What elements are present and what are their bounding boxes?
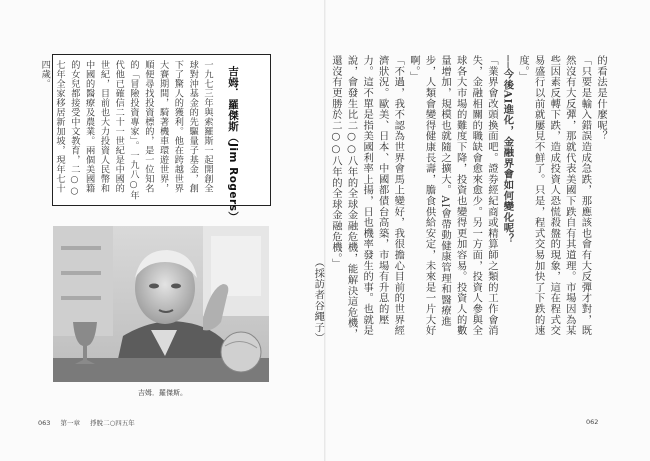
left-page-number: 063 — [38, 419, 51, 427]
portrait-illustration — [53, 226, 269, 382]
chapter-label: 第一章 — [60, 419, 80, 427]
right-page-number: 062 — [586, 418, 599, 426]
portrait-photo — [53, 226, 269, 382]
paragraph: 「業界會改頭換面吧。證券經紀商或精算師之類的工作會消失，金融相關的職缺會愈來愈少。另一方面，投資人參與全球各大市場的難度下降，投資也變得更加容易。投資人的數量增加，規模也就隨之擴大。AI會帶動健康管理和醫療進步，人類會變得健康長壽，膽食供給安定，未來是一片大好啊。」 — [407, 55, 498, 336]
bio-text: 一九七三年與索羅斯一起開創全球對沖基金的先驅量子基金，創下了驚人的獲利。他在跨越世界大賽期間，騎著機車環遊世界，順便尋找投資標的，是一位知名的「冒險投資專家」。一九八○年代他已確信二十一世紀是中國的世紀，目前也大力投資人民幣和中國的醫療及農業。兩個美國籍的女兒都接受中文教育，二○○七年全家移居新加坡，現年七十四歲。 — [39, 60, 213, 200]
photo-caption: 吉姆．羅傑斯。 — [138, 389, 187, 397]
paragraph: 的看法是什麼呢？ — [595, 55, 607, 142]
paragraph: 「只要是輸入錯誤造成急跌，那應該也會有大反彈才對，既然沒有大反彈，那就代表美國下跌自有其道理。市場因為某些因素反轉下跌，造成投資人恐慌殺盤的現象，這在程式交易盛行以前就屢見不鮮了。只是，程式交易加快了下跌的速度。」 — [517, 55, 592, 336]
article-text — [312, 55, 608, 343]
interviewer-credit: （採訪者谷繩子） — [312, 256, 325, 343]
left-footer — [38, 418, 143, 427]
paragraph: 「不過，我不認為世界會馬上變好，我很擔心目前的世界經濟狀況。歐美、日本、中國都債台高築，市場有升息的壓力。這不單是指美國利率上揚，日也機率發生的事。也就是說，會發生比二○○八年的全球金融危機，能解決這危機，還沒有更勝於二○○八年的全球金融危機。」 — [329, 55, 405, 340]
bio-title: 吉姆．羅傑斯（Jim Rogers） — [227, 66, 239, 223]
interview-question: ──今後AI進化，金融界會如何變化呢？ — [501, 55, 514, 245]
chapter-title: 掙脫二○四五年 — [90, 419, 135, 427]
